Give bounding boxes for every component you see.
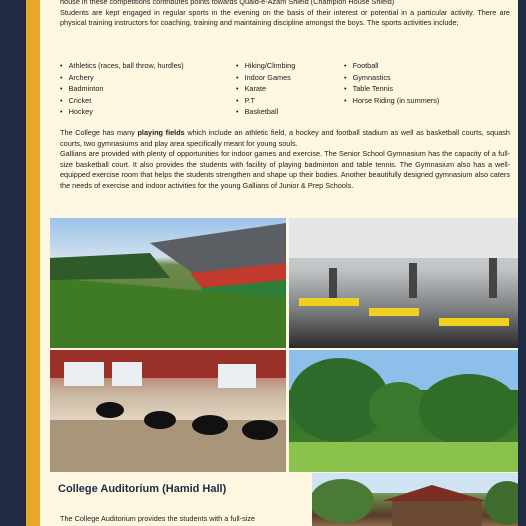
stadium-photo (50, 218, 286, 348)
left-navy-band (0, 0, 26, 526)
right-navy-band (518, 0, 526, 526)
sports-column-1 (60, 60, 184, 118)
campus-trees-photo (289, 350, 518, 472)
fields-p1-bold: playing fields (137, 128, 185, 137)
left-gold-band (26, 0, 40, 526)
intro-line-1: house in these competitions contributes points towards Quaid-e-Azam Shield (Champion House Shield) (60, 0, 395, 6)
fields-p1-end: which include an athletic field, a hockey and football stadium as well as basketball courts, squash courts, two gymnasiums and play area specifically meant for young souls. (60, 128, 510, 148)
sport-item: • Basketball (236, 106, 295, 118)
exercise-hall-photo (50, 350, 286, 472)
exercise-hall-drawing (50, 350, 286, 472)
fields-paragraph-2: Gallians are provided with plenty of opportunities for indoor games and exercise. The Senior School Gymnasium has the capacity of a full-size basketball court. It also provides the students with facility of playing badminton and table tennis. The Gymnasium also has a well-equipped exercise room that helps the students strengthen and shape up their bodies. Another beautifully designed gymnasium also caters the needs of exercise and indoor activities for the young Gallians of Junior & Prep Schools. (60, 149, 510, 190)
sport-item: • Cricket (60, 95, 184, 107)
gym-photo (289, 218, 518, 348)
sport-item: • Horse Riding (in summers) (344, 95, 439, 107)
sport-item: • Table Tennis (344, 83, 439, 95)
sport-item: • Badminton (60, 83, 184, 95)
sport-item: • Hiking/Climbing (236, 60, 295, 72)
sports-column-2 (236, 60, 295, 118)
sport-item: • Karate (236, 83, 295, 95)
fields-p1-start: The College has many (60, 128, 138, 137)
sport-item: • Indoor Games (236, 72, 295, 84)
auditorium-text: The College Auditorium provides the students with a full-size (60, 514, 256, 523)
sport-item: • Gymnastics (344, 72, 439, 84)
auditorium-drawing (312, 473, 518, 526)
intro-line-2: Students are kept engaged in regular sports in the evening on the basis of their interest or potential in a particular activity. There are physical training instructors for coaching, training and maintaining discipline amongst the boys. The sports activities include; (60, 7, 510, 27)
sport-item: • Athletics (races, ball throw, hurdles) (60, 60, 184, 72)
sport-item: • P.T (236, 95, 295, 107)
fields-paragraph-1 (60, 128, 510, 149)
auditorium-photo (312, 473, 518, 526)
intro-text (60, 0, 510, 29)
gym-drawing (289, 218, 518, 348)
stadium-drawing (50, 218, 286, 348)
auditorium-heading: College Auditorium (Hamid Hall) (58, 483, 227, 495)
campus-trees-drawing (289, 350, 518, 472)
sport-item: • Archery (60, 72, 184, 84)
sport-item: • Hockey (60, 106, 184, 118)
sport-item: • Football (344, 60, 439, 72)
playing-fields-text (60, 128, 510, 191)
sports-column-3 (344, 60, 439, 106)
